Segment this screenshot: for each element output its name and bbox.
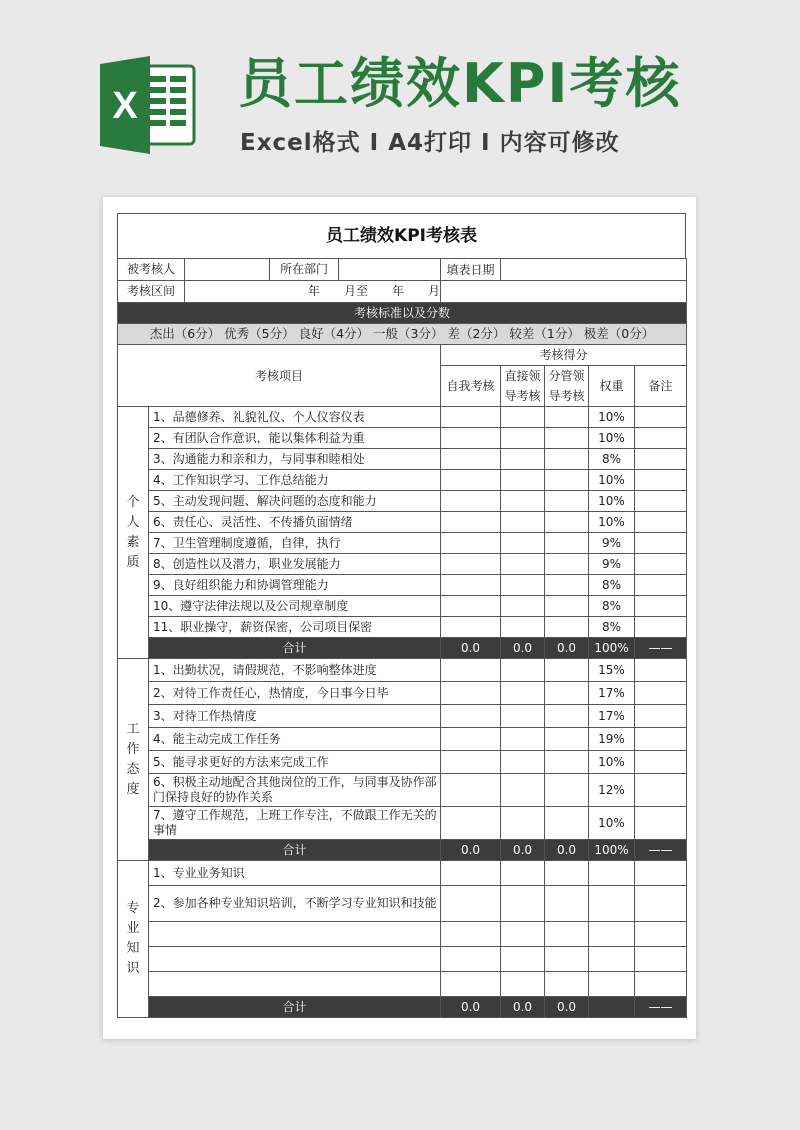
- section-label-text: 专业知识: [126, 901, 140, 976]
- note-cell[interactable]: [635, 512, 687, 533]
- total-self: 0.0: [441, 997, 501, 1018]
- weight-cell: 10%: [589, 751, 635, 774]
- kpi-table: [117, 258, 687, 1018]
- direct-score-cell[interactable]: [501, 554, 545, 575]
- branch-leader-header-a: 分管领: [545, 366, 589, 387]
- weight-cell: 17%: [589, 682, 635, 705]
- direct-score-cell[interactable]: [501, 617, 545, 638]
- direct-score-cell[interactable]: [501, 861, 545, 886]
- branch-score-cell[interactable]: [545, 554, 589, 575]
- self-score-cell[interactable]: [441, 972, 501, 997]
- weight-header: 权重: [589, 366, 635, 407]
- weight-cell: 19%: [589, 728, 635, 751]
- subtitle-editable: 内容可修改: [499, 130, 620, 156]
- excel-icon: [98, 56, 198, 154]
- total-branch: 0.0: [545, 997, 589, 1018]
- total-note: ——: [635, 840, 687, 861]
- self-score-cell[interactable]: [441, 617, 501, 638]
- self-score-cell[interactable]: [441, 449, 501, 470]
- note-header: 备注: [635, 366, 687, 407]
- direct-score-cell[interactable]: [501, 428, 545, 449]
- self-score-cell[interactable]: [441, 774, 501, 807]
- branch-score-cell[interactable]: [545, 972, 589, 997]
- item-text: 2、有团队合作意识，能以集体利益为重: [149, 428, 441, 449]
- period-value[interactable]: 年 月至 年 月: [307, 284, 440, 298]
- note-cell[interactable]: [635, 617, 687, 638]
- total-branch: 0.0: [545, 840, 589, 861]
- branch-score-cell[interactable]: [545, 575, 589, 596]
- self-score-cell[interactable]: [441, 807, 501, 840]
- weight-cell: 8%: [589, 596, 635, 617]
- standard-header: 考核标准以及分数: [118, 303, 687, 324]
- banner-subtitle: [240, 126, 620, 160]
- subtitle-separator: I: [481, 130, 491, 156]
- branch-score-cell[interactable]: [545, 407, 589, 428]
- note-cell[interactable]: [635, 596, 687, 617]
- direct-leader-header-b: 导考核: [501, 386, 545, 407]
- direct-score-cell[interactable]: [501, 972, 545, 997]
- self-score-cell[interactable]: [441, 728, 501, 751]
- table-row: [118, 886, 687, 922]
- item-header: 考核项目: [118, 345, 441, 407]
- item-text: 4、工作知识学习、工作总结能力: [149, 470, 441, 491]
- banner-title: 员工绩效KPI考核: [238, 52, 682, 115]
- self-score-cell[interactable]: [441, 491, 501, 512]
- total-label: 合计: [149, 638, 441, 659]
- direct-score-cell[interactable]: [501, 886, 545, 922]
- total-label: 合计: [149, 997, 441, 1018]
- section-label-text: 工作态度: [126, 721, 140, 797]
- total-row: [118, 638, 687, 659]
- table-row: [118, 807, 687, 840]
- weight-cell: 15%: [589, 659, 635, 682]
- banner: [0, 0, 800, 190]
- note-cell[interactable]: [635, 922, 687, 947]
- self-score-cell[interactable]: [441, 705, 501, 728]
- weight-cell: 12%: [589, 774, 635, 807]
- document-sheet: [103, 197, 696, 1039]
- info-row-1: [118, 259, 687, 281]
- table-row: [118, 617, 687, 638]
- direct-score-cell[interactable]: [501, 491, 545, 512]
- total-self: 0.0: [441, 638, 501, 659]
- item-text: 6、责任心、灵活性、不传播负面情绪: [149, 512, 441, 533]
- period-value-end[interactable]: [441, 281, 687, 303]
- direct-score-cell[interactable]: [501, 533, 545, 554]
- direct-score-cell[interactable]: [501, 575, 545, 596]
- table-row: [118, 407, 687, 428]
- table-row: [118, 705, 687, 728]
- total-row: [118, 840, 687, 861]
- table-row: [118, 491, 687, 512]
- weight-cell: 10%: [589, 428, 635, 449]
- total-note: ——: [635, 638, 687, 659]
- item-text: [149, 947, 441, 972]
- note-cell[interactable]: [635, 407, 687, 428]
- note-cell[interactable]: [635, 728, 687, 751]
- item-text: 6、积极主动地配合其他岗位的工作，与同事及协作部门保持良好的协作关系: [149, 774, 441, 807]
- self-score-cell[interactable]: [441, 659, 501, 682]
- direct-score-cell[interactable]: [501, 596, 545, 617]
- weight-cell: 10%: [589, 407, 635, 428]
- self-score-cell[interactable]: [441, 947, 501, 972]
- item-text: 11、职业操守，薪资保密，公司项目保密: [149, 617, 441, 638]
- total-weight: 100%: [589, 638, 635, 659]
- period-label: 考核区间: [118, 281, 185, 302]
- subtitle-separator: I: [369, 130, 380, 156]
- self-score-cell[interactable]: [441, 575, 501, 596]
- table-row: [118, 922, 687, 947]
- item-text: [149, 922, 441, 947]
- branch-score-cell[interactable]: [545, 922, 589, 947]
- section-label: [118, 407, 149, 659]
- direct-score-cell[interactable]: [501, 470, 545, 491]
- self-score-cell[interactable]: [441, 886, 501, 922]
- direct-score-cell[interactable]: [501, 728, 545, 751]
- note-cell[interactable]: [635, 491, 687, 512]
- weight-cell: 10%: [589, 512, 635, 533]
- table-row: [118, 575, 687, 596]
- direct-score-cell[interactable]: [501, 659, 545, 682]
- branch-score-cell[interactable]: [545, 659, 589, 682]
- direct-score-cell[interactable]: [501, 774, 545, 807]
- standard-header-row: [118, 303, 687, 324]
- note-cell[interactable]: [635, 972, 687, 997]
- direct-score-cell[interactable]: [501, 947, 545, 972]
- assessee-label: 被考核人: [118, 259, 185, 280]
- table-row: [118, 533, 687, 554]
- branch-score-cell[interactable]: [545, 705, 589, 728]
- total-note: ——: [635, 997, 687, 1018]
- branch-score-cell[interactable]: [545, 751, 589, 774]
- table-row: [118, 947, 687, 972]
- assessee-input[interactable]: [185, 259, 270, 280]
- branch-score-cell[interactable]: [545, 617, 589, 638]
- kpi-form: [117, 213, 686, 1018]
- table-row: [118, 774, 687, 807]
- weight-cell: [589, 861, 635, 886]
- note-cell[interactable]: [635, 705, 687, 728]
- branch-score-cell[interactable]: [545, 682, 589, 705]
- total-direct: 0.0: [501, 638, 545, 659]
- direct-score-cell[interactable]: [501, 449, 545, 470]
- branch-score-cell[interactable]: [545, 470, 589, 491]
- branch-score-cell[interactable]: [545, 533, 589, 554]
- self-score-cell[interactable]: [441, 861, 501, 886]
- branch-score-cell[interactable]: [545, 774, 589, 807]
- note-cell[interactable]: [635, 470, 687, 491]
- table-row: [118, 554, 687, 575]
- self-score-cell[interactable]: [441, 682, 501, 705]
- direct-score-cell[interactable]: [501, 407, 545, 428]
- note-cell[interactable]: [635, 533, 687, 554]
- weight-cell: 10%: [589, 470, 635, 491]
- branch-score-cell[interactable]: [545, 449, 589, 470]
- self-assessment-header: 自我考核: [441, 366, 501, 407]
- note-cell[interactable]: [635, 947, 687, 972]
- branch-score-cell[interactable]: [545, 728, 589, 751]
- direct-leader-header-a: 直接领: [501, 366, 545, 387]
- total-direct: 0.0: [501, 840, 545, 861]
- header-row-1: [118, 345, 687, 366]
- scoring-scale: 杰出（6分） 优秀（5分） 良好（4分） 一般（3分） 差（2分） 较差（1分） 极差（0分）: [118, 324, 687, 345]
- self-score-cell[interactable]: [441, 407, 501, 428]
- weight-cell: [589, 947, 635, 972]
- note-cell[interactable]: [635, 449, 687, 470]
- note-cell[interactable]: [635, 861, 687, 886]
- weight-cell: [589, 972, 635, 997]
- table-row: [118, 470, 687, 491]
- self-score-cell[interactable]: [441, 922, 501, 947]
- form-title: 员工绩效KPI考核表: [117, 213, 686, 258]
- note-cell[interactable]: [635, 575, 687, 596]
- section-label-text: 个人素质: [126, 494, 140, 570]
- department-input[interactable]: [339, 259, 440, 280]
- branch-score-cell[interactable]: [545, 428, 589, 449]
- item-text: 10、遵守法律法规以及公司规章制度: [149, 596, 441, 617]
- item-text: 3、沟通能力和亲和力，与同事和睦相处: [149, 449, 441, 470]
- self-score-cell[interactable]: [441, 428, 501, 449]
- branch-score-cell[interactable]: [545, 861, 589, 886]
- weight-cell: 10%: [589, 807, 635, 840]
- branch-score-cell[interactable]: [545, 596, 589, 617]
- note-cell[interactable]: [635, 682, 687, 705]
- self-score-cell[interactable]: [441, 533, 501, 554]
- section-label: [118, 659, 149, 861]
- self-score-cell[interactable]: [441, 596, 501, 617]
- item-text: 5、能寻求更好的方法来完成工作: [149, 751, 441, 774]
- direct-score-cell[interactable]: [501, 682, 545, 705]
- self-score-cell[interactable]: [441, 512, 501, 533]
- weight-cell: 9%: [589, 554, 635, 575]
- self-score-cell[interactable]: [441, 470, 501, 491]
- item-text: 1、品德修养、礼貌礼仪、个人仪容仪表: [149, 407, 441, 428]
- date-input[interactable]: [501, 259, 687, 281]
- direct-score-cell[interactable]: [501, 751, 545, 774]
- note-cell[interactable]: [635, 428, 687, 449]
- branch-leader-header-b: 导考核: [545, 386, 589, 407]
- note-cell[interactable]: [635, 886, 687, 922]
- total-row: [118, 997, 687, 1018]
- direct-score-cell[interactable]: [501, 705, 545, 728]
- branch-score-cell[interactable]: [545, 491, 589, 512]
- total-label: 合计: [149, 840, 441, 861]
- item-text: 1、专业业务知识: [149, 861, 441, 886]
- weight-cell: 10%: [589, 491, 635, 512]
- total-branch: 0.0: [545, 638, 589, 659]
- note-cell[interactable]: [635, 751, 687, 774]
- weight-cell: [589, 922, 635, 947]
- total-weight: [589, 997, 635, 1018]
- direct-score-cell[interactable]: [501, 922, 545, 947]
- item-text: 9、良好组织能力和协调管理能力: [149, 575, 441, 596]
- weight-cell: 9%: [589, 533, 635, 554]
- table-row: [118, 428, 687, 449]
- weight-cell: [589, 886, 635, 922]
- item-text: 7、卫生管理制度遵循，自律，执行: [149, 533, 441, 554]
- subtitle-print: A4打印: [388, 130, 473, 156]
- item-text: [149, 972, 441, 997]
- self-score-cell[interactable]: [441, 751, 501, 774]
- table-row: [118, 751, 687, 774]
- total-self: 0.0: [441, 840, 501, 861]
- item-text: 4、能主动完成工作任务: [149, 728, 441, 751]
- branch-score-cell[interactable]: [545, 886, 589, 922]
- item-text: 2、对待工作责任心，热情度，今日事今日毕: [149, 682, 441, 705]
- table-row: [118, 861, 687, 886]
- branch-score-cell[interactable]: [545, 807, 589, 840]
- weight-cell: 8%: [589, 617, 635, 638]
- date-label: 填表日期: [441, 259, 501, 281]
- table-row: [118, 512, 687, 533]
- weight-cell: 17%: [589, 705, 635, 728]
- score-header: 考核得分: [441, 345, 687, 366]
- branch-score-cell[interactable]: [545, 947, 589, 972]
- item-text: 8、创造性以及潜力，职业发展能力: [149, 554, 441, 575]
- direct-score-cell[interactable]: [501, 807, 545, 840]
- table-row: [118, 596, 687, 617]
- weight-cell: 8%: [589, 575, 635, 596]
- direct-score-cell[interactable]: [501, 512, 545, 533]
- note-cell[interactable]: [635, 554, 687, 575]
- note-cell[interactable]: [635, 659, 687, 682]
- item-text: 2、参加各种专业知识培训，不断学习专业知识和技能: [149, 886, 441, 922]
- table-row: [118, 682, 687, 705]
- item-text: 5、主动发现问题、解决问题的态度和能力: [149, 491, 441, 512]
- total-weight: 100%: [589, 840, 635, 861]
- item-text: 1、出勤状况，请假规范，不影响整体进度: [149, 659, 441, 682]
- table-row: [118, 449, 687, 470]
- svg-text:X: X: [112, 85, 138, 127]
- table-row: [118, 659, 687, 682]
- table-row: [118, 972, 687, 997]
- self-score-cell[interactable]: [441, 554, 501, 575]
- total-direct: 0.0: [501, 997, 545, 1018]
- section-label: [118, 861, 149, 1018]
- info-row-2: [118, 281, 687, 303]
- department-label: 所在部门: [270, 259, 339, 280]
- weight-cell: 8%: [589, 449, 635, 470]
- subtitle-format: Excel格式: [240, 130, 361, 156]
- branch-score-cell[interactable]: [545, 512, 589, 533]
- note-cell[interactable]: [635, 774, 687, 807]
- item-text: 7、遵守工作规范，上班工作专注，不做跟工作无关的事情: [149, 807, 441, 840]
- item-text: 3、对待工作热情度: [149, 705, 441, 728]
- scale-row: [118, 324, 687, 345]
- note-cell[interactable]: [635, 807, 687, 840]
- table-row: [118, 728, 687, 751]
